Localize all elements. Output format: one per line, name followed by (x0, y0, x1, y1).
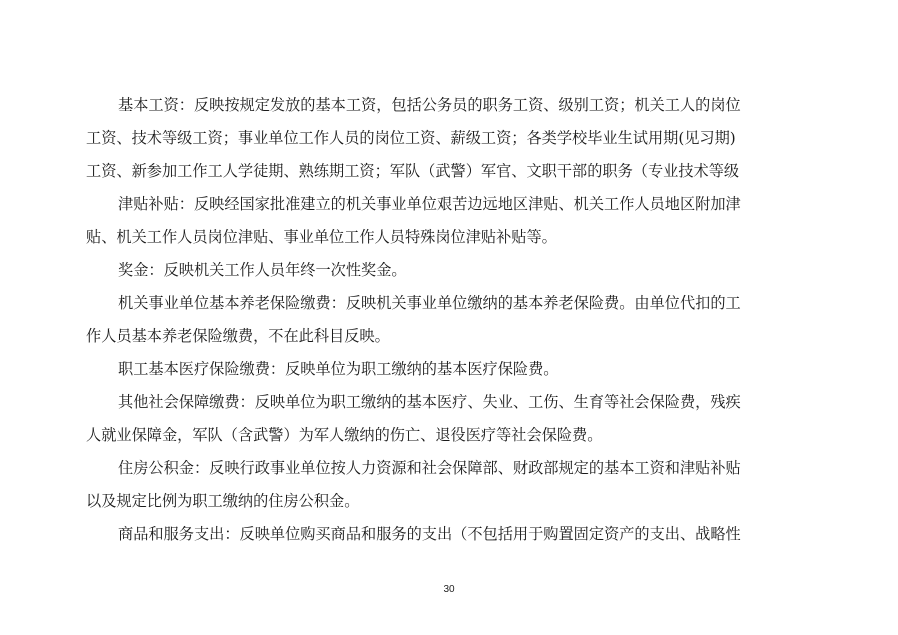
paragraph-line: 商品和服务支出：反映单位购买商品和服务的支出（不包括用于购置固定资产的支出、战略性 (118, 525, 741, 543)
paragraph-basic-salary (86, 89, 813, 188)
paragraph-line: 工资、技术等级工资；事业单位工作人员的岗位工资、薪级工资；各类学校毕业生试用期(见习期) (86, 129, 736, 147)
paragraph-line: 工资、新参加工作工人学徒期、熟练期工资；军队（武警）军官、文职干部的职务（专业技术等级 (86, 162, 740, 180)
paragraph-line: 其他社会保障缴费：反映单位为职工缴纳的基本医疗、失业、工伤、生育等社会保险费，残疾 (118, 393, 741, 411)
paragraph-line: 贴、机关工作人员岗位津贴、事业单位工作人员特殊岗位津贴补贴等。 (86, 228, 557, 246)
paragraph-line: 人就业保障金，军队（含武警）为军人缴纳的伤亡、退役医疗等社会保险费。 (86, 426, 603, 444)
page-number: 30 (443, 584, 455, 595)
paragraph-other-social-security (86, 386, 813, 452)
paragraph-housing-fund (86, 452, 813, 518)
paragraph-pension-insurance (86, 287, 813, 353)
paragraph-allowances (86, 188, 813, 254)
paragraph-line: 作人员基本养老保险缴费，不在此科目反映。 (86, 327, 390, 345)
paragraph-goods-services (86, 518, 813, 551)
paragraph-line: 职工基本医疗保险缴费：反映单位为职工缴纳的基本医疗保险费。 (118, 360, 559, 378)
paragraph-line: 奖金：反映机关工作人员年终一次性奖金。 (118, 261, 407, 279)
paragraph-line: 基本工资：反映按规定发放的基本工资，包括公务员的职务工资、级别工资；机关工人的岗位 (118, 96, 741, 114)
paragraph-medical-insurance (86, 353, 813, 386)
paragraph-line: 津贴补贴：反映经国家批准建立的机关事业单位艰苦边远地区津贴、机关工作人员地区附加津 (118, 195, 741, 213)
paragraph-line: 机关事业单位基本养老保险缴费：反映机关事业单位缴纳的基本养老保险费。由单位代扣的工 (118, 294, 741, 312)
paragraph-line: 住房公积金：反映行政事业单位按人力资源和社会保障部、财政部规定的基本工资和津贴补贴 (118, 459, 741, 477)
paragraph-line: 以及规定比例为职工缴纳的住房公积金。 (86, 492, 360, 510)
paragraph-bonus (86, 254, 813, 287)
